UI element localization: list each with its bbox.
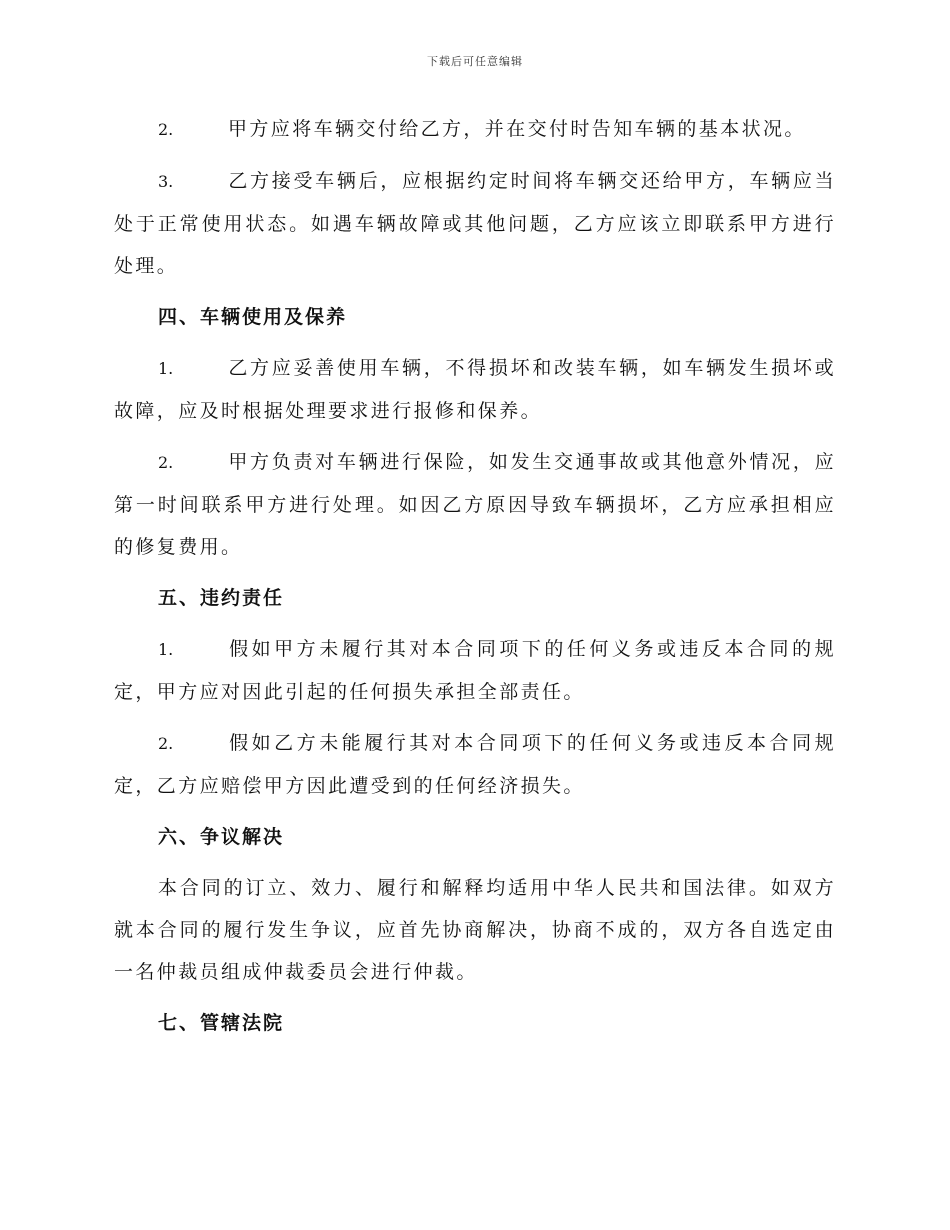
section-heading-breach-liability: 五、违约责任 — [158, 587, 285, 609]
clause-2 — [114, 441, 836, 568]
clause-3 — [114, 160, 836, 287]
clause-2 — [114, 722, 836, 807]
clause-number: 1. — [158, 359, 174, 378]
section-heading-vehicle-use: 四、车辆使用及保养 — [158, 306, 348, 328]
clause-1 — [114, 347, 836, 432]
clause-text: 甲方负责对车辆进行保险，如发生交通事故或其他意外情况，应第一时间联系甲方进行处理。如因乙方原因导致车辆损坏，乙方应承担相应的修复费用。 — [114, 451, 836, 558]
header-note: 下载后可任意编辑 — [427, 55, 523, 68]
paragraph: 本合同的订立、效力、履行和解释均适用中华人民共和国法律。如双方就本合同的履行发生争议，应首先协商解决，协商不成的，双方各自选定由一名仲裁员组成仲裁委员会进行仲裁。 — [114, 877, 836, 983]
clause-number: 3. — [158, 172, 174, 191]
clause-number: 1. — [158, 640, 174, 659]
clause-1 — [114, 628, 836, 713]
clause-2 — [114, 108, 836, 151]
section-heading-jurisdiction: 七、管辖法院 — [158, 1012, 285, 1034]
clause-text: 假如乙方未能履行其对本合同项下的任何义务或违反本合同规定，乙方应赔偿甲方因此遭受到的任何经济损失。 — [114, 732, 836, 797]
document-body — [114, 108, 836, 1053]
clause-number: 2. — [158, 120, 174, 139]
clause-text: 假如甲方未履行其对本合同项下的任何义务或违反本合同的规定，甲方应对因此引起的任何损失承担全部责任。 — [114, 638, 836, 703]
section-heading-dispute-resolution: 六、争议解决 — [158, 826, 285, 848]
clause-number: 2. — [158, 734, 174, 753]
clause-number: 2. — [158, 453, 174, 472]
clause-text: 乙方应妥善使用车辆，不得损坏和改装车辆，如车辆发生损坏或故障，应及时根据处理要求进行报修和保养。 — [114, 357, 836, 422]
clause-text: 甲方应将车辆交付给乙方，并在交付时告知车辆的基本状况。 — [228, 118, 806, 140]
clause-text: 乙方接受车辆后，应根据约定时间将车辆交还给甲方，车辆应当处于正常使用状态。如遇车辆故障或其他问题，乙方应该立即联系甲方进行处理。 — [114, 170, 836, 277]
